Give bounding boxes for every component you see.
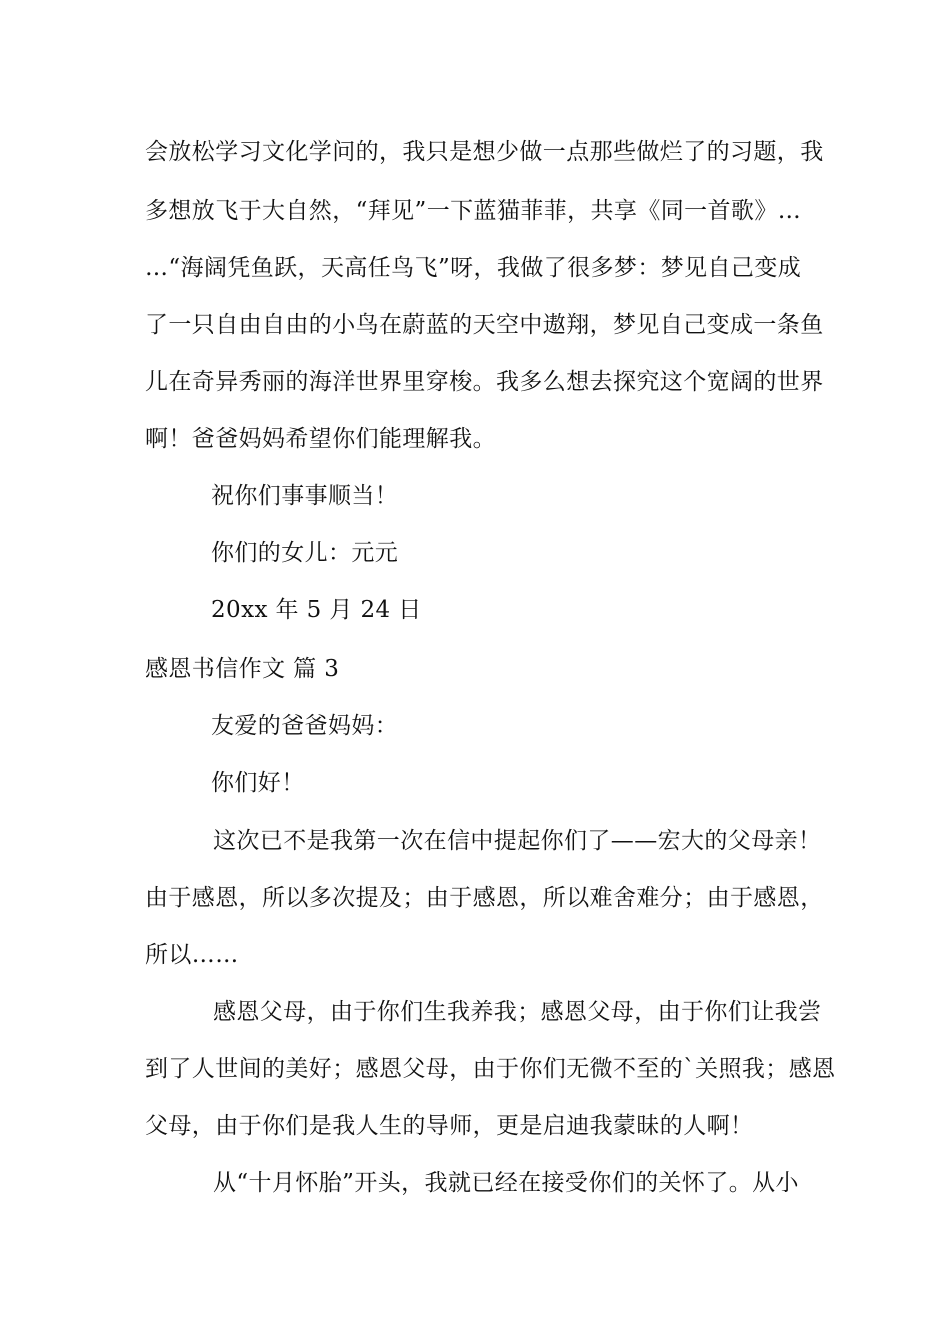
closing-wish: 祝你们事事顺当！ <box>211 483 399 509</box>
salutation: 友爱的爸爸妈妈： <box>211 713 399 739</box>
paragraph-line: 父母，由于你们是我人生的导师，更是启迪我蒙昧的人啊！ <box>145 1113 754 1139</box>
paragraph-line: 儿在奇异秀丽的海洋世界里穿梭。我多么想去探究这个宽阔的世界 <box>145 369 824 395</box>
paragraph-line: 啊！爸爸妈妈希望你们能理解我。 <box>145 426 496 452</box>
paragraph-line: …“海阔凭鱼跃，天高任鸟飞”呀，我做了很多梦：梦见自己变成 <box>145 255 802 281</box>
letter-date: 20xx 年 5 月 24 日 <box>211 597 422 623</box>
paragraph-line: 了一只自由自由的小鸟在蔚蓝的天空中遨翔，梦见自己变成一条鱼 <box>145 312 824 338</box>
paragraph-line: 所以…… <box>145 942 239 968</box>
paragraph-line: 多想放飞于大自然，“拜见”一下蓝猫菲菲，共享《同一首歌》… <box>145 198 802 224</box>
paragraph-line: 到了人世间的美好；感恩父母，由于你们无微不至的`关照我；感恩 <box>145 1056 836 1082</box>
paragraph-line: 这次已不是我第一次在信中提起你们了——宏大的父母亲！ <box>213 828 822 854</box>
paragraph-line: 由于感恩，所以多次提及；由于感恩，所以难舍难分；由于感恩， <box>145 885 824 911</box>
paragraph-line: 从“十月怀胎”开头，我就已经在接受你们的关怀了。从小 <box>213 1170 799 1196</box>
paragraph-line: 会放松学习文化学问的，我只是想少做一点那些做烂了的习题，我 <box>145 139 824 165</box>
paragraph-line: 感恩父母，由于你们生我养我；感恩父母，由于你们让我尝 <box>213 999 822 1025</box>
signature: 你们的女儿：元元 <box>211 540 399 566</box>
greeting: 你们好！ <box>211 770 305 796</box>
section-heading: 感恩书信作文 篇 3 <box>145 656 340 682</box>
